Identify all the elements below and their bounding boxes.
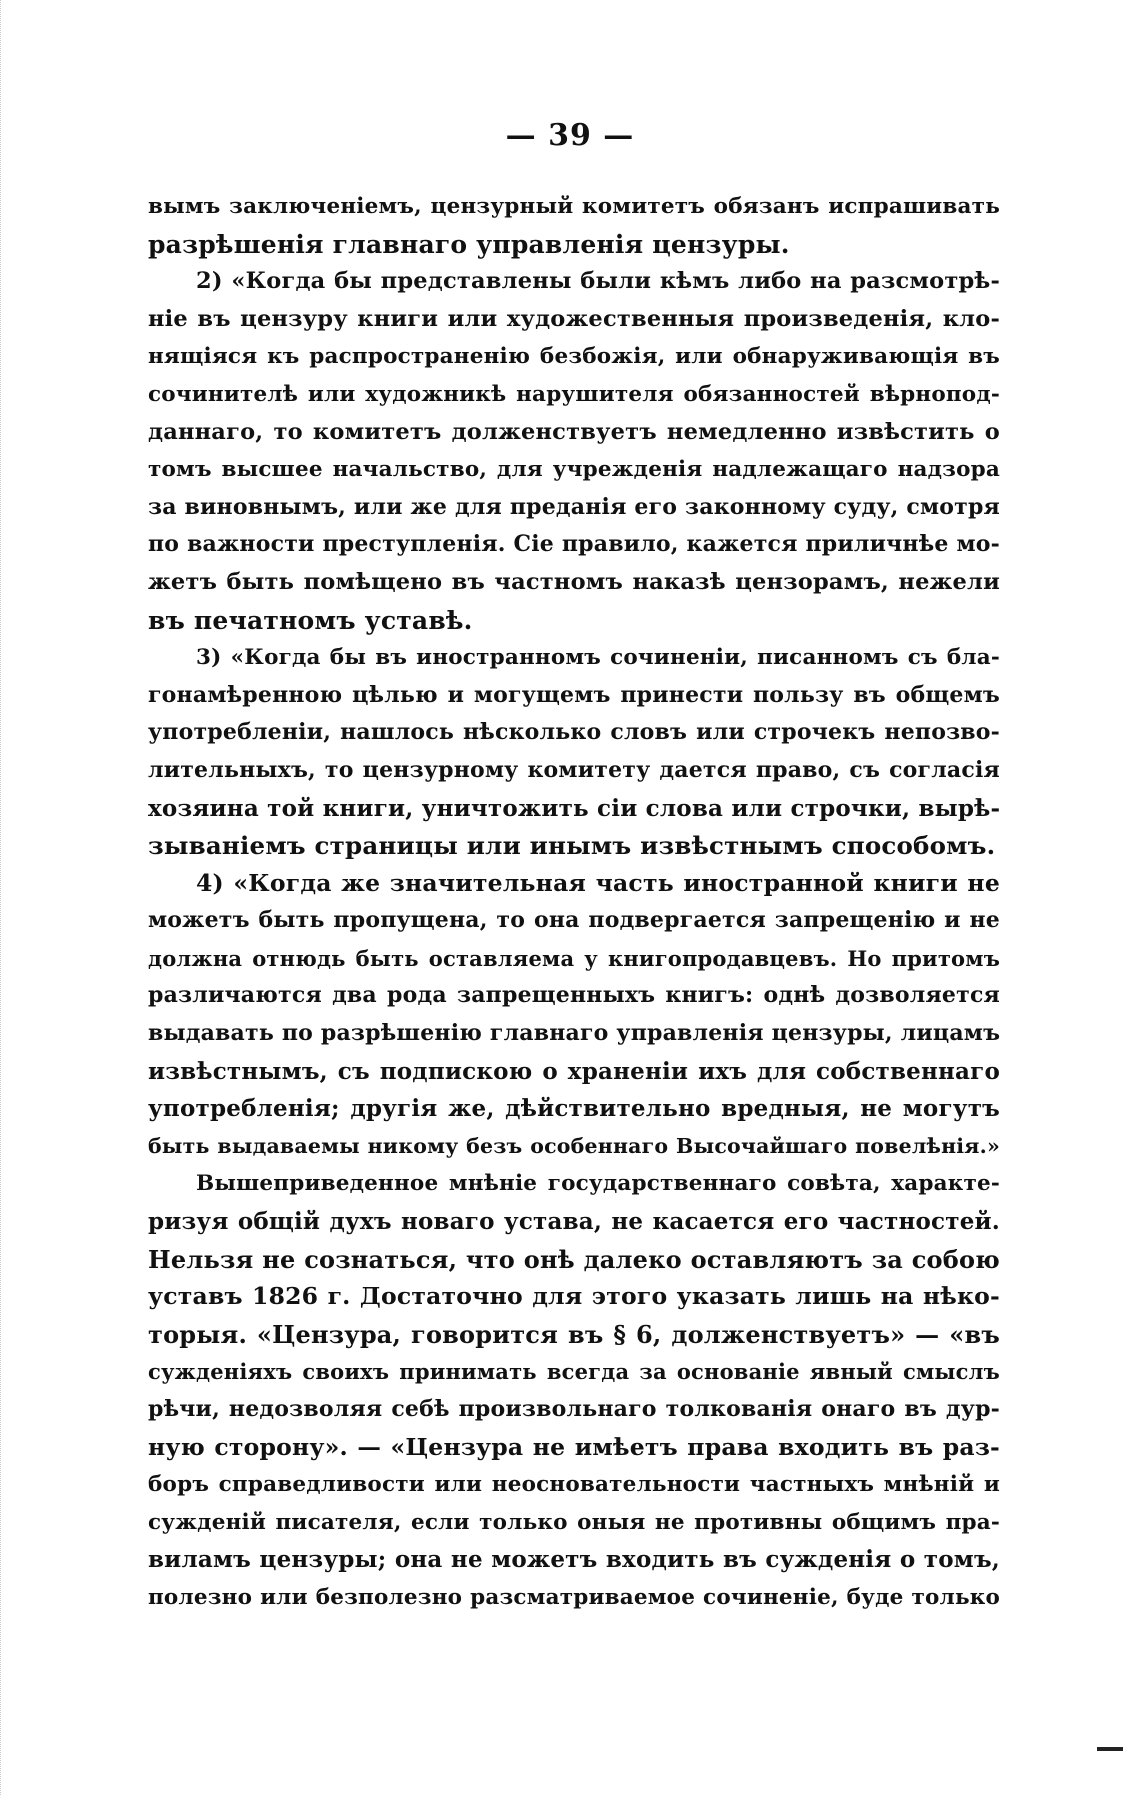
text-line: уставъ 1826 г. Достаточно для этого указать лишь на нѣко- [148, 1282, 1000, 1311]
text-line: можетъ быть пропущена, то она подвергается запрещенію и не [148, 907, 1000, 934]
text-line: различаются два рода запрещенныхъ книгъ: однѣ дозволяется [148, 982, 1000, 1009]
text-line: разрѣшенія главнаго управленія цензуры. [148, 229, 790, 259]
text-line: виламъ цензуры; она не можетъ входить въ сужденія о томъ, [148, 1546, 1000, 1574]
text-line: выдавать по разрѣшенію главнаго управленія цензуры, лицамъ [148, 1020, 1001, 1047]
text-line: быть выдаваемы никому безъ особеннаго Высочайшаго повелѣнія.» [148, 1133, 1000, 1158]
text-line: полезно или безполезно разсматриваемое сочиненіе, буде только [148, 1584, 1000, 1610]
text-line: гонамѣренною цѣлью и могущемъ принести пользу въ общемъ [148, 681, 1000, 708]
text-line: Нельзя не сознаться, что онѣ далеко оставляютъ за собою [148, 1244, 1000, 1274]
text-line: зываніемъ страницы или инымъ извѣстнымъ способомъ. [148, 831, 996, 861]
text-line: сочинителѣ или художникѣ нарушителя обязанностей вѣрнопод- [148, 381, 1000, 407]
text-line: 2) «Когда бы представлены были кѣмъ либо на разсмотрѣ- [196, 268, 1000, 295]
text-line: боръ справедливости или неосновательности частныхъ мнѣній и [148, 1472, 1000, 1498]
text-line: употребленіи, нашлось нѣсколько словъ или строчекъ непозво- [148, 719, 1000, 746]
text-line: даннаго, то комитетъ долженствуетъ немедленно извѣстить о [148, 418, 1000, 445]
text-line: ную сторону». — «Цензура не имѣетъ права входить въ раз- [148, 1432, 1000, 1461]
text-line: торыя. «Цензура, говорится въ § 6, долженствуетъ» — «въ [148, 1319, 1000, 1349]
text-line: за виновнымъ, или же для преданія его законному суду, смотря [148, 493, 1001, 520]
text-line: извѣстнымъ, съ подпискою о храненіи ихъ для собственнаго [148, 1057, 1000, 1085]
text-line: томъ высшее начальство, для учрежденія надлежащаго надзора [148, 457, 1000, 483]
text-line: по важности преступленія. Сіе правило, кажется приличнѣе мо- [148, 531, 1000, 558]
text-line: Вышеприведенное мнѣніе государственнаго совѣта, характе- [196, 1171, 1000, 1197]
page-number: — 39 — [505, 118, 635, 153]
body-text [148, 188, 1000, 1617]
text-line: жетъ быть помѣщено въ частномъ наказѣ цензорамъ, нежели [148, 568, 1000, 595]
margin-dash-mark [1097, 1747, 1123, 1751]
text-line: должна отнюдь быть оставляема у книгопродавцевъ. Но притомъ [148, 945, 1000, 971]
text-line: 4) «Когда же значительная часть иностранной книги не [196, 868, 1000, 897]
text-line: ніе въ цензуру книги или художественныя произведенія, кло- [148, 305, 1000, 332]
text-line: рѣчи, недозволяя себѣ произвольнаго толкованія онаго въ дур- [148, 1396, 1000, 1422]
text-line: хозяина той книги, уничтожить сіи слова или строчки, вырѣ- [148, 794, 1001, 822]
text-line: употребленія; другія же, дѣйствительно вредныя, не могутъ [148, 1095, 1000, 1123]
text-line: 3) «Когда бы въ иностранномъ сочиненіи, писанномъ съ бла- [196, 645, 1000, 671]
text-line: сужденій писателя, если только оныя не противны общимъ пра- [148, 1509, 1000, 1535]
text-line: ризуя общій духъ новаго устава, не касается его частностей. [148, 1208, 1000, 1236]
text-line: въ печатномъ уставѣ. [148, 605, 473, 635]
text-line: нящіяся къ распространенію безбожія, или обнаруживающія въ [148, 344, 1000, 370]
text-line: лительныхъ, то цензурному комитету дается право, съ согласія [148, 756, 1000, 783]
text-line: сужденіяхъ своихъ принимать всегда за основаніе явный смыслъ [148, 1359, 1000, 1385]
text-line: вымъ заключеніемъ, цензурный комитетъ обязанъ испрашивать [148, 194, 1000, 219]
page-edge-dots [0, 0, 5, 1795]
